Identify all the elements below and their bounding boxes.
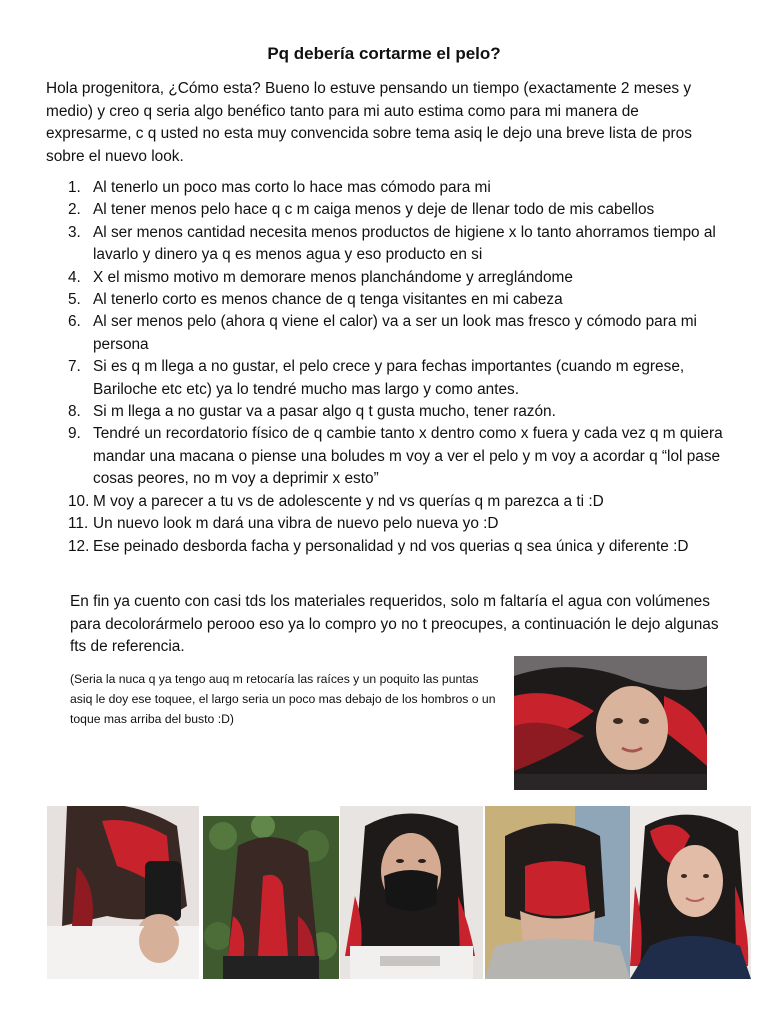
pros-item-text: Ese peinado desborda facha y personalidad y nd vos querias q sea única y diferente :D	[93, 537, 689, 555]
pros-list-item	[46, 423, 726, 490]
pros-list	[46, 177, 726, 558]
pros-item-text: Al tener menos pelo hace q c m caiga menos y deje de llenar todo de mis cabellos	[93, 201, 655, 219]
pros-item-number: 10.	[68, 492, 90, 510]
pros-item-text: Tendré un recordatorio físico de q cambie tanto x dentro como x fuera y cada vez q m quiera mandar una macana o piense una boludes m voy a ver el pelo y m voy a acordar q “lol pase cosas peores, no m voy a deprimir x esto”	[93, 425, 723, 488]
reference-photo-back-view	[203, 816, 339, 979]
pros-list-item	[46, 513, 726, 535]
pros-list-item	[46, 491, 726, 513]
pros-item-text: Al ser menos pelo (ahora q viene el calor) va a ser un look mas fresco y cómodo para mi persona	[93, 313, 697, 353]
pros-item-number: 12.	[68, 537, 90, 555]
pros-list-item	[46, 311, 726, 356]
pros-item-text: Al tenerlo corto es menos chance de q tenga visitantes en mi cabeza	[93, 291, 563, 309]
pros-item-text: Si m llega a no gustar va a pasar algo q t gusta mucho, tener razón.	[93, 403, 556, 421]
pros-item-text: Si es q m llega a no gustar, el pelo crece y para fechas importantes (cuando m egrese, Bariloche etc etc) ya lo tendré mucho mas largo y como antes.	[93, 358, 685, 398]
pros-item-number: 5.	[68, 291, 81, 309]
pros-item-number: 3.	[68, 223, 81, 241]
pros-item-number: 1.	[68, 179, 81, 196]
pros-item-number: 7.	[68, 358, 81, 376]
pros-item-text: M voy a parecer a tu vs de adolescente y nd vs querías q m parezca a ti :D	[93, 492, 604, 510]
reference-photo-mask	[340, 806, 483, 979]
reference-photo-bangs	[630, 806, 751, 979]
closing-paragraph: En fin ya cuento con casi tds los materiales requeridos, solo m faltaría el agua con volúmenes para decolorármelo perooo eso ya lo compro yo no t preocupes, a continuación le dejo algunas fts de referencia.	[70, 593, 719, 655]
pros-item-text: Al ser menos cantidad necesita menos productos de higiene x lo tanto ahorramos tiempo al lavarlo y dinero ya q es menos agua y eso producto en si	[93, 223, 716, 264]
pros-list-item	[46, 267, 726, 289]
pros-item-number: 4.	[68, 268, 81, 286]
reference-photo-mirror-selfie	[47, 806, 199, 979]
pros-item-number: 9.	[68, 425, 81, 443]
pros-item-text: Un nuevo look m dará una vibra de nuevo pelo nueva yo :D	[93, 515, 499, 533]
intro-paragraph: Hola progenitora, ¿Cómo esta? Bueno lo estuve pensando un tiempo (exactamente 2 meses y medio) y creo q seria algo benéfico tanto para mi auto estima como para mi manera de expresarme, c q usted no esta muy convencida sobre tema asiq le dejo una breve lista de pros sobre el nuevo look.	[46, 80, 692, 165]
pros-item-text: X el mismo motivo m demorare menos planchándome y arreglándome	[93, 268, 573, 286]
pros-list-item	[46, 401, 726, 423]
pros-item-number: 11.	[68, 515, 89, 533]
pros-list-item	[46, 289, 726, 311]
pros-list-item	[46, 199, 726, 221]
reference-photo-nape	[485, 806, 630, 979]
pros-item-number: 2.	[68, 201, 81, 219]
reference-photo-selfie	[514, 656, 707, 790]
pros-item-number: 8.	[68, 403, 81, 421]
pros-item-text: Al tenerlo un poco mas corto lo hace mas cómodo para mi	[93, 179, 491, 196]
pros-list-item	[46, 222, 726, 267]
page-title: Pq debería cortarme el pelo?	[267, 44, 501, 63]
pros-list-item	[46, 536, 726, 558]
pros-list-item	[46, 177, 726, 199]
note-paragraph: (Seria la nuca q ya tengo auq m retocaría las raíces y un poquito las puntas asiq le doy ese toquee, el largo seria un poco mas debajo de los hombros o un toque mas arriba del busto :D)	[70, 672, 496, 726]
pros-item-number: 6.	[68, 313, 81, 331]
pros-list-item	[46, 356, 726, 401]
